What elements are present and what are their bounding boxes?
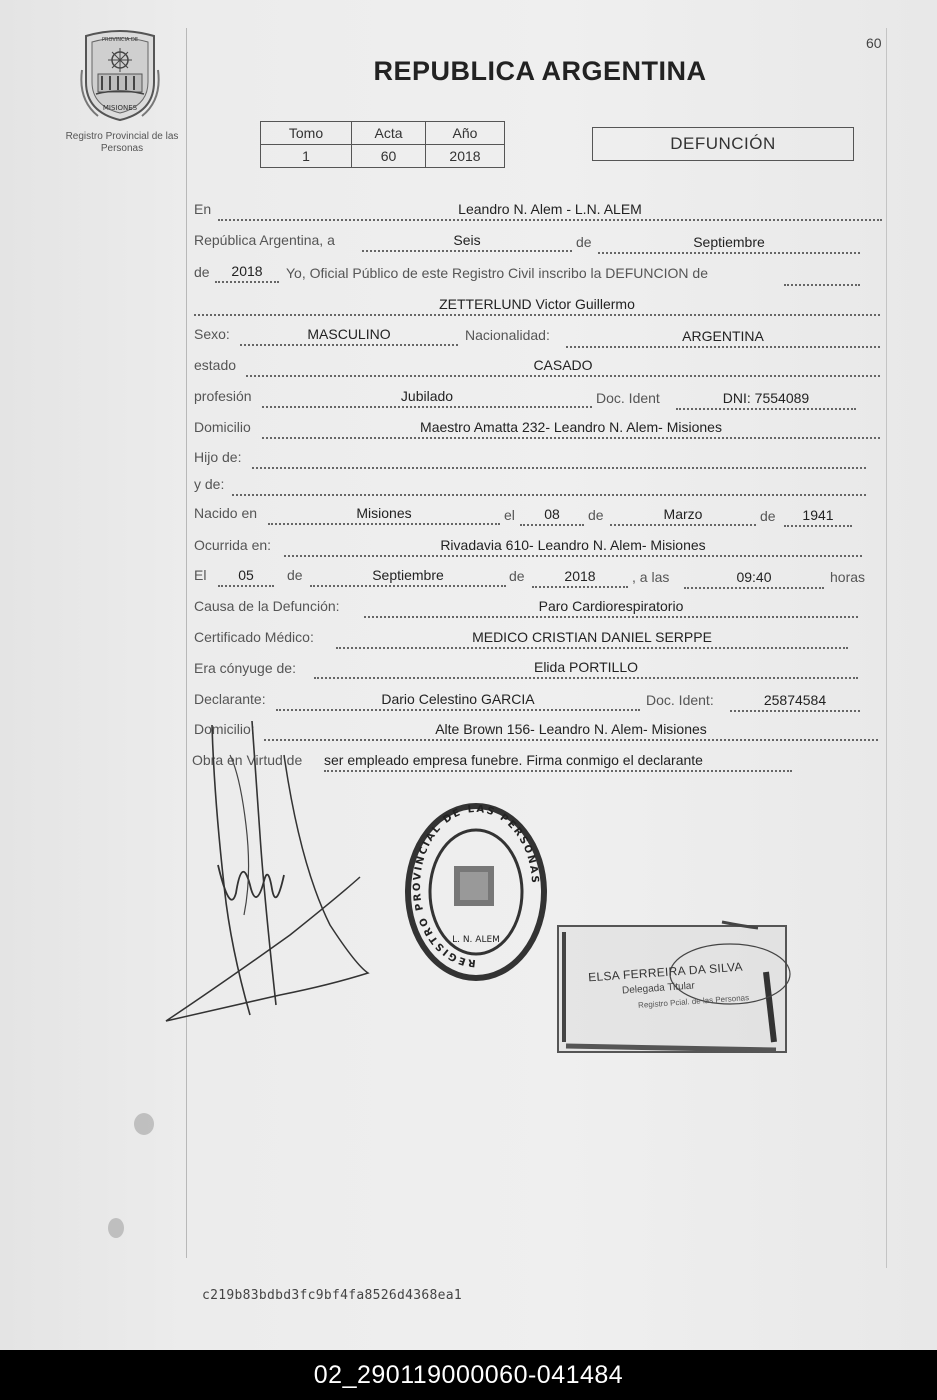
stamp-officer-name: ELSA FERREIRA DA SILVA [587, 959, 744, 985]
label-profesion: profesión [194, 388, 252, 404]
label-de-muerte-anio: de [509, 568, 525, 584]
field-sexo: MASCULINO [240, 325, 458, 346]
label-nacido-en: Nacido en [194, 505, 258, 521]
label-el-dia: El [194, 567, 207, 583]
acta-value: 60 [352, 145, 426, 168]
label-hijo-de: Hijo de: [194, 449, 242, 465]
field-domicilio: Maestro Amatta 232- Leandro N. Alem- Misiones [262, 418, 880, 439]
tomo-header: Tomo [261, 122, 352, 145]
label-domicilio-declarante: Domicilio: [194, 721, 255, 737]
label-certificado: Certificado Médico: [194, 629, 314, 645]
field-conyuge: Elida PORTILLO [314, 658, 858, 679]
label-obra: Obra en Virtud de [192, 752, 303, 768]
label-declarante: Declarante: [194, 691, 266, 707]
field-muerte-anio: 2018 [532, 567, 628, 588]
reference-value-row [261, 145, 505, 168]
field-mes: Septiembre [598, 233, 860, 254]
label-el: el [504, 507, 515, 523]
smudge [108, 1218, 124, 1238]
crest-bottom-text: MISIONES [102, 104, 138, 112]
label-nacionalidad: Nacionalidad: [465, 327, 550, 343]
registry-seal-icon [402, 800, 550, 985]
field-dia: Seis [362, 231, 572, 252]
document-hash: c219b83bdbd3fc9bf4fa8526d4368ea1 [202, 1288, 463, 1303]
page-title: REPUBLICA ARGENTINA [373, 56, 707, 86]
page-number: 60 [866, 35, 882, 51]
field-declarante: Dario Celestino GARCIA [276, 690, 640, 711]
anio-header: Año [426, 122, 505, 145]
stamp-officer-org: Registro Pcial. de las Personas [637, 993, 750, 1010]
field-muerte-mes: Septiembre [310, 566, 506, 587]
footer-identifier: 02_290119000060-041484 [0, 1350, 937, 1400]
field-dni: DNI: 7554089 [676, 389, 856, 410]
label-ocurrida-en: Ocurrida en: [194, 537, 272, 553]
handwritten-signature [160, 715, 380, 1025]
anio-value: 2018 [426, 145, 505, 168]
acta-header: Acta [352, 122, 426, 145]
label-de-mes: de [576, 234, 592, 250]
label-a-las: , a las [632, 569, 670, 585]
label-y-de: y de: [194, 476, 225, 492]
field-lugar: Leandro N. Alem - L.N. ALEM [218, 200, 882, 221]
field-anio: 2018 [215, 262, 279, 283]
label-inscribo: Yo, Oficial Público de este Registro Civil inscribo la DEFUNCION de [286, 265, 708, 281]
seal-center-text: L. N. ALEM [452, 935, 500, 945]
field-declarante-doc: 25874584 [730, 691, 860, 712]
field-obra: ser empleado empresa funebre. Firma conmigo el declarante [324, 751, 792, 772]
label-doc-ident-declarante: Doc. Ident: [646, 692, 714, 708]
tomo-value: 1 [261, 145, 352, 168]
registry-name: Registro Provincial de las Personas [65, 131, 179, 154]
smudge [134, 1113, 154, 1135]
label-horas: horas [830, 569, 866, 585]
field-estado: CASADO [246, 356, 880, 377]
label-causa: Causa de la Defunción: [194, 598, 340, 614]
field-nacido-mes: Marzo [610, 505, 756, 526]
label-domicilio: Domicilio [194, 419, 251, 435]
field-ocurrida-en: Rivadavia 610- Leandro N. Alem- Misiones [284, 536, 862, 557]
field-declarante-domicilio: Alte Brown 156- Leandro N. Alem- Misiones [264, 720, 878, 741]
province-crest-icon [78, 30, 162, 122]
reference-header-row [261, 122, 505, 145]
field-profesion: Jubilado [262, 387, 592, 408]
field-causa: Paro Cardiorespiratorio [364, 597, 858, 618]
right-margin-line [886, 28, 887, 1268]
field-nacido-lugar: Misiones [268, 504, 500, 525]
crest-top-text: PROVINCIA DE [102, 37, 138, 43]
field-nombre: ZETTERLUND Victor Guillermo [194, 295, 880, 316]
label-en: En [194, 201, 212, 217]
label-de-nacido-anio: de [760, 508, 776, 524]
label-de-nacido-mes: de [588, 507, 604, 523]
field-y-de [232, 475, 866, 496]
label-sexo: Sexo: [194, 326, 230, 342]
label-de-anio: de [194, 264, 210, 280]
field-nacido-dia: 08 [520, 505, 584, 526]
field-nacionalidad: ARGENTINA [566, 327, 880, 348]
label-republica: República Argentina, a [194, 232, 335, 248]
label-conyuge: Era cónyuge de: [194, 660, 296, 676]
field-hijo-de [252, 448, 866, 469]
field-certificado: MEDICO CRISTIAN DANIEL SERPPE [336, 628, 848, 649]
field-muerte-hora: 09:40 [684, 568, 824, 589]
reference-table [260, 121, 505, 168]
left-margin-line [186, 28, 187, 1258]
document-type-box: DEFUNCIÓN [592, 127, 854, 161]
seal-ring-text: REGISTRO PROVINCIAL DE LAS PERSONAS [412, 803, 541, 969]
label-de-muerte-mes: de [287, 567, 303, 583]
stamp-officer-role: Delegada Titular [621, 980, 696, 997]
field-muerte-dia: 05 [218, 566, 274, 587]
label-doc-ident: Doc. Ident [596, 390, 660, 406]
label-estado: estado [194, 357, 237, 373]
field-blank-inscribo [784, 265, 860, 286]
field-nacido-anio: 1941 [784, 506, 852, 527]
